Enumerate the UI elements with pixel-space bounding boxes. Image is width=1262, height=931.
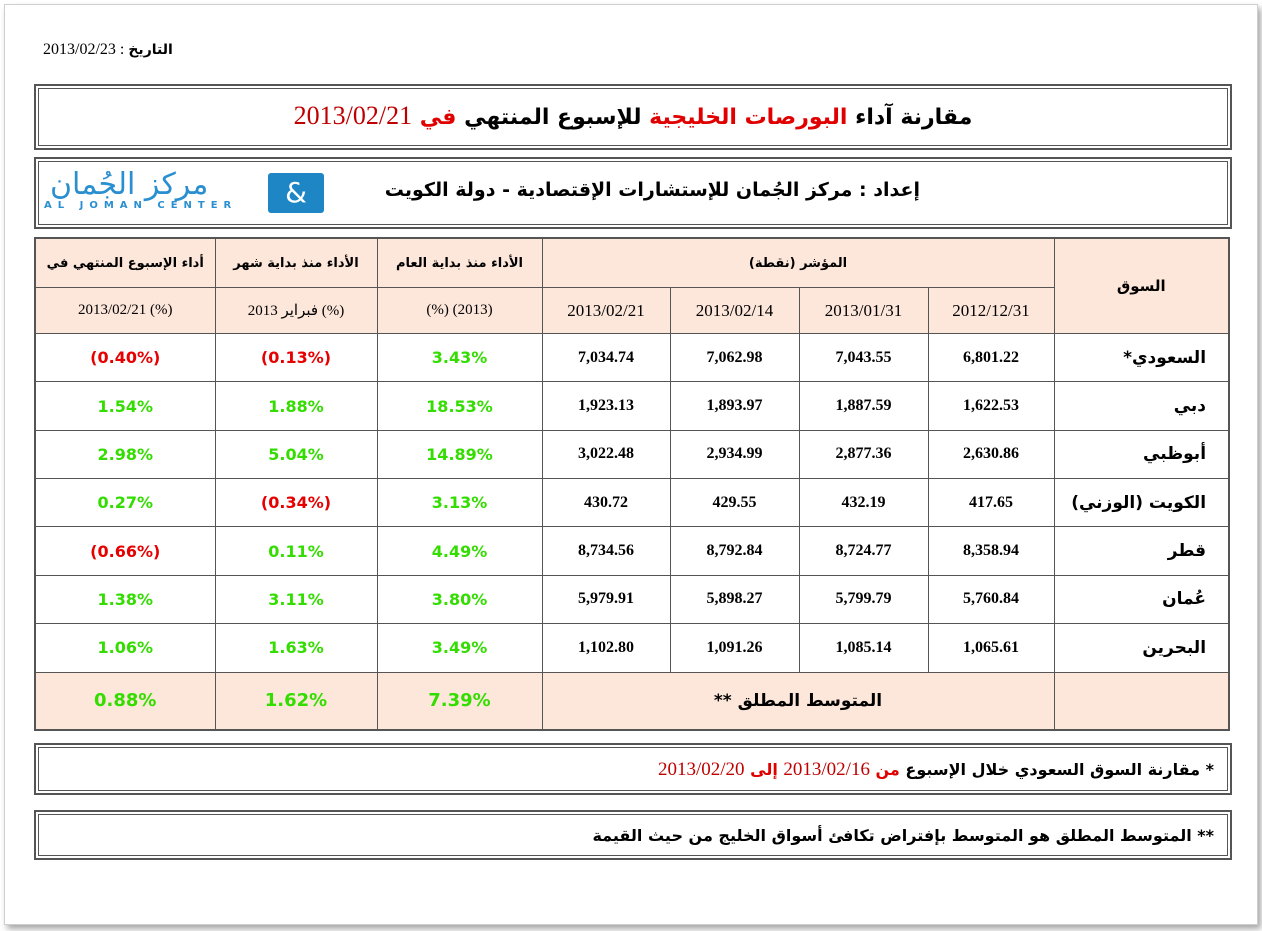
table-row <box>35 575 1229 623</box>
table-cell: 3.11% <box>215 575 377 623</box>
table-cell: 6,801.22 <box>928 334 1054 382</box>
prepared-by-box <box>34 157 1232 229</box>
table-cell: 0.27% <box>35 479 215 527</box>
table-cell: 2,877.36 <box>799 430 928 478</box>
table-cell: 429.55 <box>670 479 799 527</box>
index-date: 2013/02/14 <box>670 288 799 334</box>
col-market-header: السوق <box>1054 238 1229 334</box>
logo-arabic: مركز الجُمان <box>50 167 209 202</box>
table-cell: 3.80% <box>377 575 542 623</box>
table-cell: 3.13% <box>377 479 542 527</box>
index-date: 2013/02/21 <box>542 288 670 334</box>
table-cell: 2,934.99 <box>670 430 799 478</box>
table-cell: 1,065.61 <box>928 624 1054 672</box>
table-cell: 1.54% <box>35 382 215 430</box>
logo-english: AL JOMAN CENTER <box>44 200 238 211</box>
index-date: 2012/12/31 <box>928 288 1054 334</box>
col-ytd-sub: (%) (2013) <box>377 288 542 334</box>
table-cell: 5.04% <box>215 430 377 478</box>
table-cell: 432.19 <box>799 479 928 527</box>
table-row <box>35 479 1229 527</box>
table-cell: 417.65 <box>928 479 1054 527</box>
market-name: قطر <box>1054 527 1229 575</box>
prepared-by-text: إعداد : مركز الجُمان للإستشارات الإقتصادية - دولة الكويت <box>384 179 920 201</box>
avg-ytd: 7.39% <box>377 672 542 730</box>
table-cell: 1.06% <box>35 624 215 672</box>
table-cell: 1,923.13 <box>542 382 670 430</box>
table-row <box>35 382 1229 430</box>
table-cell: 1,102.80 <box>542 624 670 672</box>
table-cell <box>1054 672 1229 730</box>
table-cell: 1.88% <box>215 382 377 430</box>
table-cell: (0.66%) <box>35 527 215 575</box>
title-box <box>34 84 1232 150</box>
table-row <box>35 527 1229 575</box>
table-cell: 4.49% <box>377 527 542 575</box>
table-cell: 2.98% <box>35 430 215 478</box>
table-cell: 1.63% <box>215 624 377 672</box>
table-cell: 5,898.27 <box>670 575 799 623</box>
market-name: عُمان <box>1054 575 1229 623</box>
table-cell: 7,034.74 <box>542 334 670 382</box>
table-cell: 2,630.86 <box>928 430 1054 478</box>
col-index-header: المؤشر (نقطة) <box>542 238 1054 288</box>
logo-emblem-icon: & <box>268 173 324 213</box>
table-cell: (0.13%) <box>215 334 377 382</box>
market-name: دبي <box>1054 382 1229 430</box>
col-week-header: أداء الإسبوع المنتهي في <box>35 238 215 288</box>
table-cell: 18.53% <box>377 382 542 430</box>
table-cell: 1,622.53 <box>928 382 1054 430</box>
table-cell: (0.40%) <box>35 334 215 382</box>
page-title: مقارنة آداء البورصات الخليجية للإسبوع المنتهي في 2013/02/21 <box>293 101 973 130</box>
market-name: السعودي* <box>1054 334 1229 382</box>
note-saudi: * مقارنة السوق السعودي خلال الإسبوع من 2013/02/16 إلى 2013/02/20 <box>34 743 1232 795</box>
table-cell: 3.43% <box>377 334 542 382</box>
note-average: ** المتوسط المطلق هو المتوسط بإفتراض تكافئ أسواق الخليج من حيث القيمة <box>34 810 1232 860</box>
index-date: 2013/01/31 <box>799 288 928 334</box>
table-cell: 8,734.56 <box>542 527 670 575</box>
table-cell: 7,043.55 <box>799 334 928 382</box>
report-date: التاريخ : 2013/02/23 <box>43 41 173 58</box>
date-value: 2013/02/23 <box>43 41 116 58</box>
table-cell: 5,799.79 <box>799 575 928 623</box>
average-row <box>35 672 1229 730</box>
avg-week: 0.88% <box>35 672 215 730</box>
table-cell: (0.34%) <box>215 479 377 527</box>
table-cell: 1,091.26 <box>670 624 799 672</box>
table-cell: 8,358.94 <box>928 527 1054 575</box>
table-cell: 3.49% <box>377 624 542 672</box>
table-cell: 8,792.84 <box>670 527 799 575</box>
table-cell: 5,760.84 <box>928 575 1054 623</box>
market-name: البحرين <box>1054 624 1229 672</box>
date-label: التاريخ <box>128 42 173 58</box>
table-cell: 0.11% <box>215 527 377 575</box>
market-name: أبوظبي <box>1054 430 1229 478</box>
table-row <box>35 334 1229 382</box>
col-ytd-header: الأداء منذ بداية العام <box>377 238 542 288</box>
logo <box>42 169 327 215</box>
avg-mtd: 1.62% <box>215 672 377 730</box>
table-row <box>35 624 1229 672</box>
table-cell: 7,062.98 <box>670 334 799 382</box>
avg-label: المتوسط المطلق ** <box>542 672 1054 730</box>
col-week-sub: 2013/02/21 (%) <box>35 288 215 334</box>
title-date: 2013/02/21 <box>293 101 413 130</box>
col-mtd-sub: فبراير 2013 (%) <box>215 288 377 334</box>
table-cell: 1,887.59 <box>799 382 928 430</box>
table-cell: 1,893.97 <box>670 382 799 430</box>
table-cell: 1.38% <box>35 575 215 623</box>
col-mtd-header: الأداء منذ بداية شهر <box>215 238 377 288</box>
table-cell: 14.89% <box>377 430 542 478</box>
table-cell: 8,724.77 <box>799 527 928 575</box>
table-row <box>35 430 1229 478</box>
table-cell: 5,979.91 <box>542 575 670 623</box>
table-cell: 3,022.48 <box>542 430 670 478</box>
performance-table <box>34 237 1230 731</box>
table-cell: 430.72 <box>542 479 670 527</box>
table-cell: 1,085.14 <box>799 624 928 672</box>
market-name: الكويت (الوزني) <box>1054 479 1229 527</box>
